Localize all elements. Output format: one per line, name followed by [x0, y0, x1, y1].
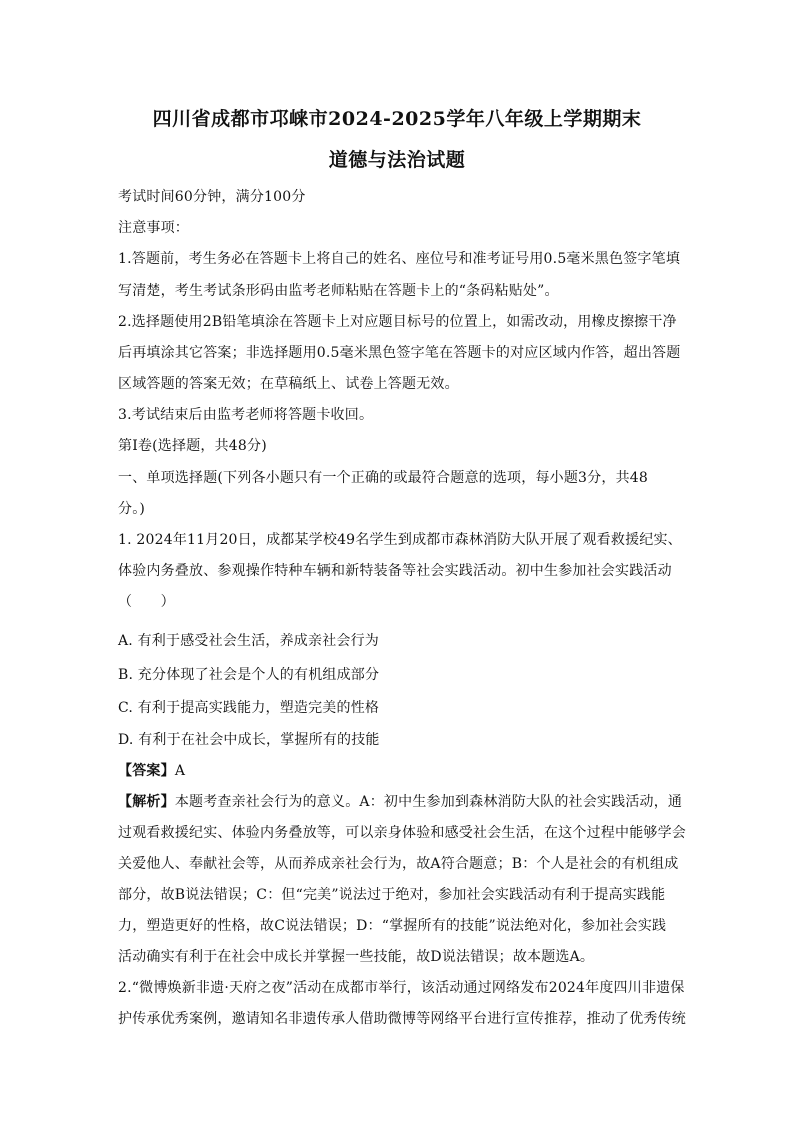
analysis-line2: 过观看救援纪实、体验内务叠放等，可以亲身体验和感受社会生活，在这个过程中能够学会 [118, 825, 686, 841]
answer-label: 【答案】 [118, 763, 175, 779]
analysis-label: 【解析】 [118, 794, 175, 810]
question-1-option-b: B. 充分体现了社会是个人的有机组成部分 [118, 667, 380, 683]
notice-item-3: 3.考试结束后由监考老师将答题卡收回。 [118, 407, 374, 423]
analysis-line6: 活动确实有利于在社会中成长并掌握一些技能，故D说法错误；故本题选A。 [118, 949, 595, 965]
answer-line [118, 760, 185, 780]
notice-item-2-line1: 2.选择题使用2B铅笔填涂在答题卡上对应题目标号的位置上，如需改动，用橡皮擦擦干净 [118, 314, 677, 330]
answer-value: A [174, 763, 186, 779]
notice-item-1-line1: 1.答题前，考生务必在答题卡上将自己的姓名、座位号和准考证号用0.5毫米黑色签字笔填 [118, 251, 681, 267]
notice-heading: 注意事项： [118, 220, 189, 236]
analysis-line5: 力，塑造更好的性格，故C说法错误；D：“掌握所有的技能”说法绝对化，参加社会实践 [118, 918, 667, 934]
part-heading-line1: 一、单项选择题(下列各小题只有一个正确的或最符合题意的选项，每小题3分，共48 [118, 470, 648, 486]
question-2-line2: 护传承优秀案例，邀请知名非遗传承人借助微博等网络平台进行宣传推荐，推动了优秀传统 [118, 1011, 686, 1027]
notice-item-2-line3: 区域答题的答案无效；在草稿纸上、试卷上答题无效。 [118, 376, 459, 392]
exam-title-line1: 四川省成都市邛崃市2024-2025学年八年级上学期期末 [152, 108, 642, 130]
analysis-line3: 关爱他人、奉献社会等，从而养成亲社会行为，故A符合题意；B：个人是社会的有机组成 [118, 856, 679, 872]
section-heading: 第I卷(选择题，共48分) [118, 438, 267, 454]
exam-info: 考试时间60分钟，满分100分 [118, 189, 306, 205]
notice-item-1-line2: 写清楚，考生考试条形码由监考老师粘贴在答题卡上的“条码粘贴处”。 [118, 283, 559, 299]
analysis-line4: 部分，故B说法错误；C：但“完美”说法过于绝对，参加社会实践活动有利于提高实践能 [118, 887, 666, 903]
question-1-blank: （ ） [118, 594, 175, 610]
question-1-option-d: D. 有利于在社会中成长，掌握所有的技能 [118, 732, 380, 748]
question-2-line1: 2.“微博焕新非遗·天府之夜”活动在成都市举行，该活动通过网络发布2024年度四川非遗保 [118, 980, 685, 996]
exam-title-line2: 道德与法治试题 [328, 149, 466, 171]
question-1-option-a: A. 有利于感受社会生活，养成亲社会行为 [118, 633, 380, 649]
question-1-option-c: C. 有利于提高实践能力，塑造完美的性格 [118, 700, 380, 716]
analysis-text-1: 本题考查亲社会行为的意义。A：初中生参加到森林消防大队的社会实践活动，通 [174, 794, 683, 810]
part-heading-line2: 分。) [118, 501, 146, 517]
question-1-line1: 1. 2024年11月20日，成都某学校49名学生到成都市森林消防大队开展了观看救援纪实、 [118, 532, 682, 548]
question-1-line2: 体验内务叠放、参观操作特种车辆和新特装备等社会实践活动。初中生参加社会实践活动 [118, 563, 672, 579]
notice-item-2-line2: 后再填涂其它答案；非选择题用0.5毫米黑色签字笔在答题卡的对应区域内作答，超出答题 [118, 345, 681, 361]
analysis-line1 [118, 791, 682, 811]
